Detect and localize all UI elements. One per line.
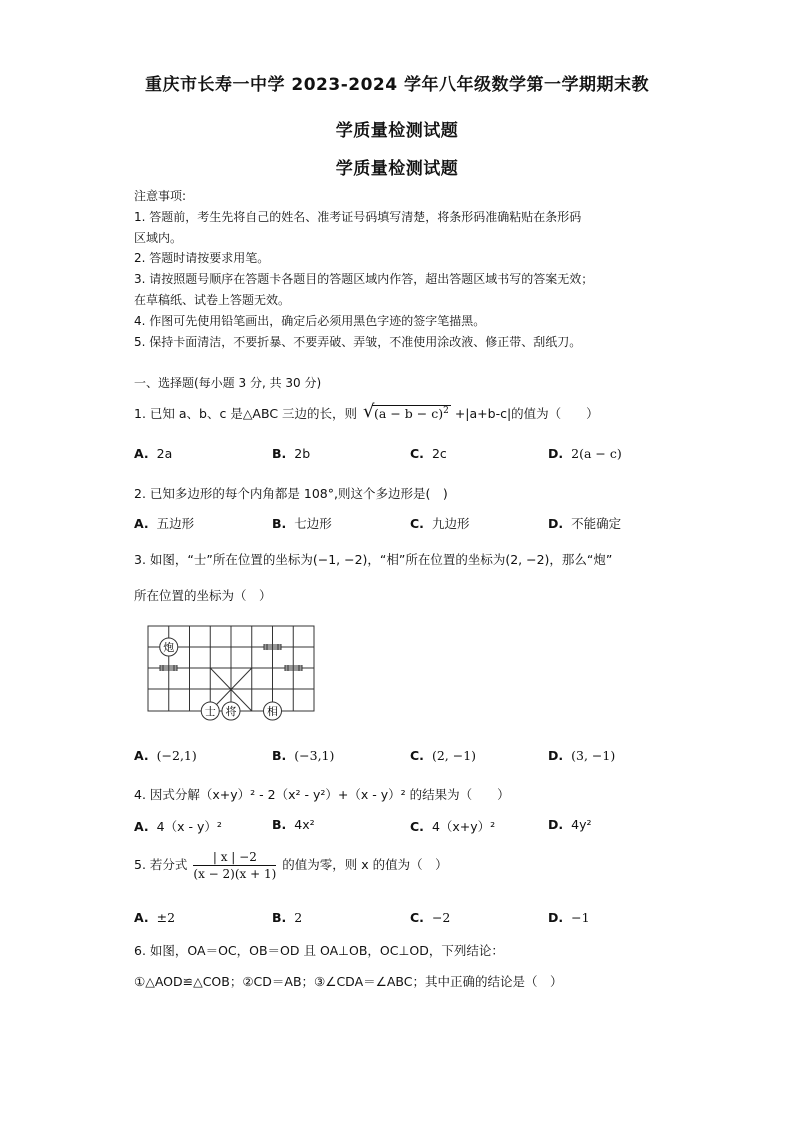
- question-3-line1: 3. 如图，“士”所在位置的坐标为(−1, −2)，“相”所在位置的坐标为(2, −2)，那么“炮”: [134, 552, 613, 567]
- fraction: [193, 850, 276, 881]
- paper-title-line2: 学质量检测试题: [335, 121, 459, 141]
- svg-text:炮: 炮: [163, 641, 175, 654]
- option-a[interactable]: A. 4（x - y）²: [134, 819, 222, 834]
- option-c[interactable]: C. −2: [410, 910, 451, 925]
- option-c[interactable]: C. 4（x+y）²: [410, 819, 496, 834]
- svg-text:士: 士: [204, 705, 216, 718]
- option-a[interactable]: A. ±2: [134, 910, 176, 925]
- option-a[interactable]: A. 五边形: [134, 516, 195, 531]
- option-d[interactable]: D. 2(a − c): [548, 446, 622, 461]
- piece-xiang: [264, 702, 282, 720]
- option-d[interactable]: D. 4y²: [548, 817, 592, 832]
- piece-shi: [201, 702, 219, 720]
- option-b[interactable]: B. 4x²: [272, 817, 315, 832]
- question-1-prefix: 1. 已知 a、b、c 是△ABC 三边的长，则: [134, 406, 358, 421]
- chess-board-figure: [146, 624, 318, 724]
- option-d[interactable]: D. −1: [548, 910, 590, 925]
- question-1-suffix: +|a+b-c|的值为（ ）: [454, 406, 599, 421]
- notes-item: 3. 请按照题号顺序在答题卡各题目的答题区域内作答，超出答题区域书写的答案无效；: [134, 272, 594, 287]
- option-b[interactable]: B. 2b: [272, 446, 311, 461]
- option-d[interactable]: D. (3, −1): [548, 748, 616, 763]
- svg-text:将: 将: [225, 705, 237, 718]
- question-6-line2: ①△AOD≌△COB；②CD＝AB；③∠CDA＝∠ABC；其中正确的结论是（ ）: [134, 974, 563, 989]
- question-5-prefix: 5. 若分式: [134, 857, 188, 872]
- radicand: (a − b − c): [374, 406, 444, 421]
- option-a[interactable]: A. 2a: [134, 446, 173, 461]
- question-2: 2. 已知多边形的每个内角都是 108°,则这个多边形是( ): [134, 486, 448, 501]
- question-1: [134, 400, 599, 422]
- option-a[interactable]: A. (−2,1): [134, 748, 197, 763]
- option-c[interactable]: C. 九边形: [410, 516, 470, 531]
- notes-item: 2. 答题时请按要求用笔。: [134, 251, 270, 266]
- piece-pao: [160, 638, 178, 656]
- option-c[interactable]: C. (2, −1): [410, 748, 477, 763]
- notes-heading: 注意事项:: [134, 189, 187, 203]
- radical-sign: √: [363, 400, 375, 422]
- notes-item: 4. 作图可先使用铅笔画出，确定后必须用黑色字迹的签字笔描黑。: [134, 313, 486, 328]
- fraction-denominator: (x − 2)(x + 1): [193, 867, 277, 881]
- fraction-numerator: | x | −2: [193, 850, 276, 866]
- notes-item: 5. 保持卡面清洁，不要折暴、不要弄破、弄皱，不准使用涂改液、修正带、刮纸刀。: [134, 334, 582, 349]
- question-5-suffix: 的值为零，则 x 的值为（ ）: [282, 857, 448, 872]
- question-4: 4. 因式分解（x+y）² - 2（x² - y²）+（x - y）² 的结果为（ ）: [134, 787, 510, 802]
- option-b[interactable]: B. 2: [272, 910, 303, 925]
- sqrt-expression: [363, 400, 451, 422]
- question-6-line1: 6. 如图，OA＝OC，OB＝OD 且 OA⊥OB，OC⊥OD，下列结论：: [134, 943, 504, 958]
- notes-item: 区域内。: [134, 230, 183, 245]
- option-b[interactable]: B. (−3,1): [272, 748, 335, 763]
- svg-text:相: 相: [267, 705, 278, 718]
- notes-block: [134, 186, 674, 352]
- option-c[interactable]: C. 2c: [410, 446, 447, 461]
- question-5: [134, 850, 448, 881]
- exponent: 2: [443, 405, 449, 416]
- paper-title-line1: 重庆市长寿一中学 2023-2024 学年八年级数学第一学期期末教: [144, 75, 650, 95]
- question-3-line2: 所在位置的坐标为（ ）: [134, 588, 272, 603]
- paper-title-line3: 学质量检测试题: [335, 159, 459, 179]
- notes-item: 1. 答题前，考生先将自己的姓名、准考证号码填写清楚，将条形码准确粘贴在条形码: [134, 209, 582, 224]
- option-d[interactable]: D. 不能确定: [548, 516, 622, 531]
- section-title: 一、选择题(每小题 3 分, 共 30 分): [134, 376, 322, 390]
- notes-item: 在草稿纸、试卷上答题无效。: [134, 292, 291, 307]
- option-b[interactable]: B. 七边形: [272, 516, 332, 531]
- piece-jiang: [222, 702, 240, 720]
